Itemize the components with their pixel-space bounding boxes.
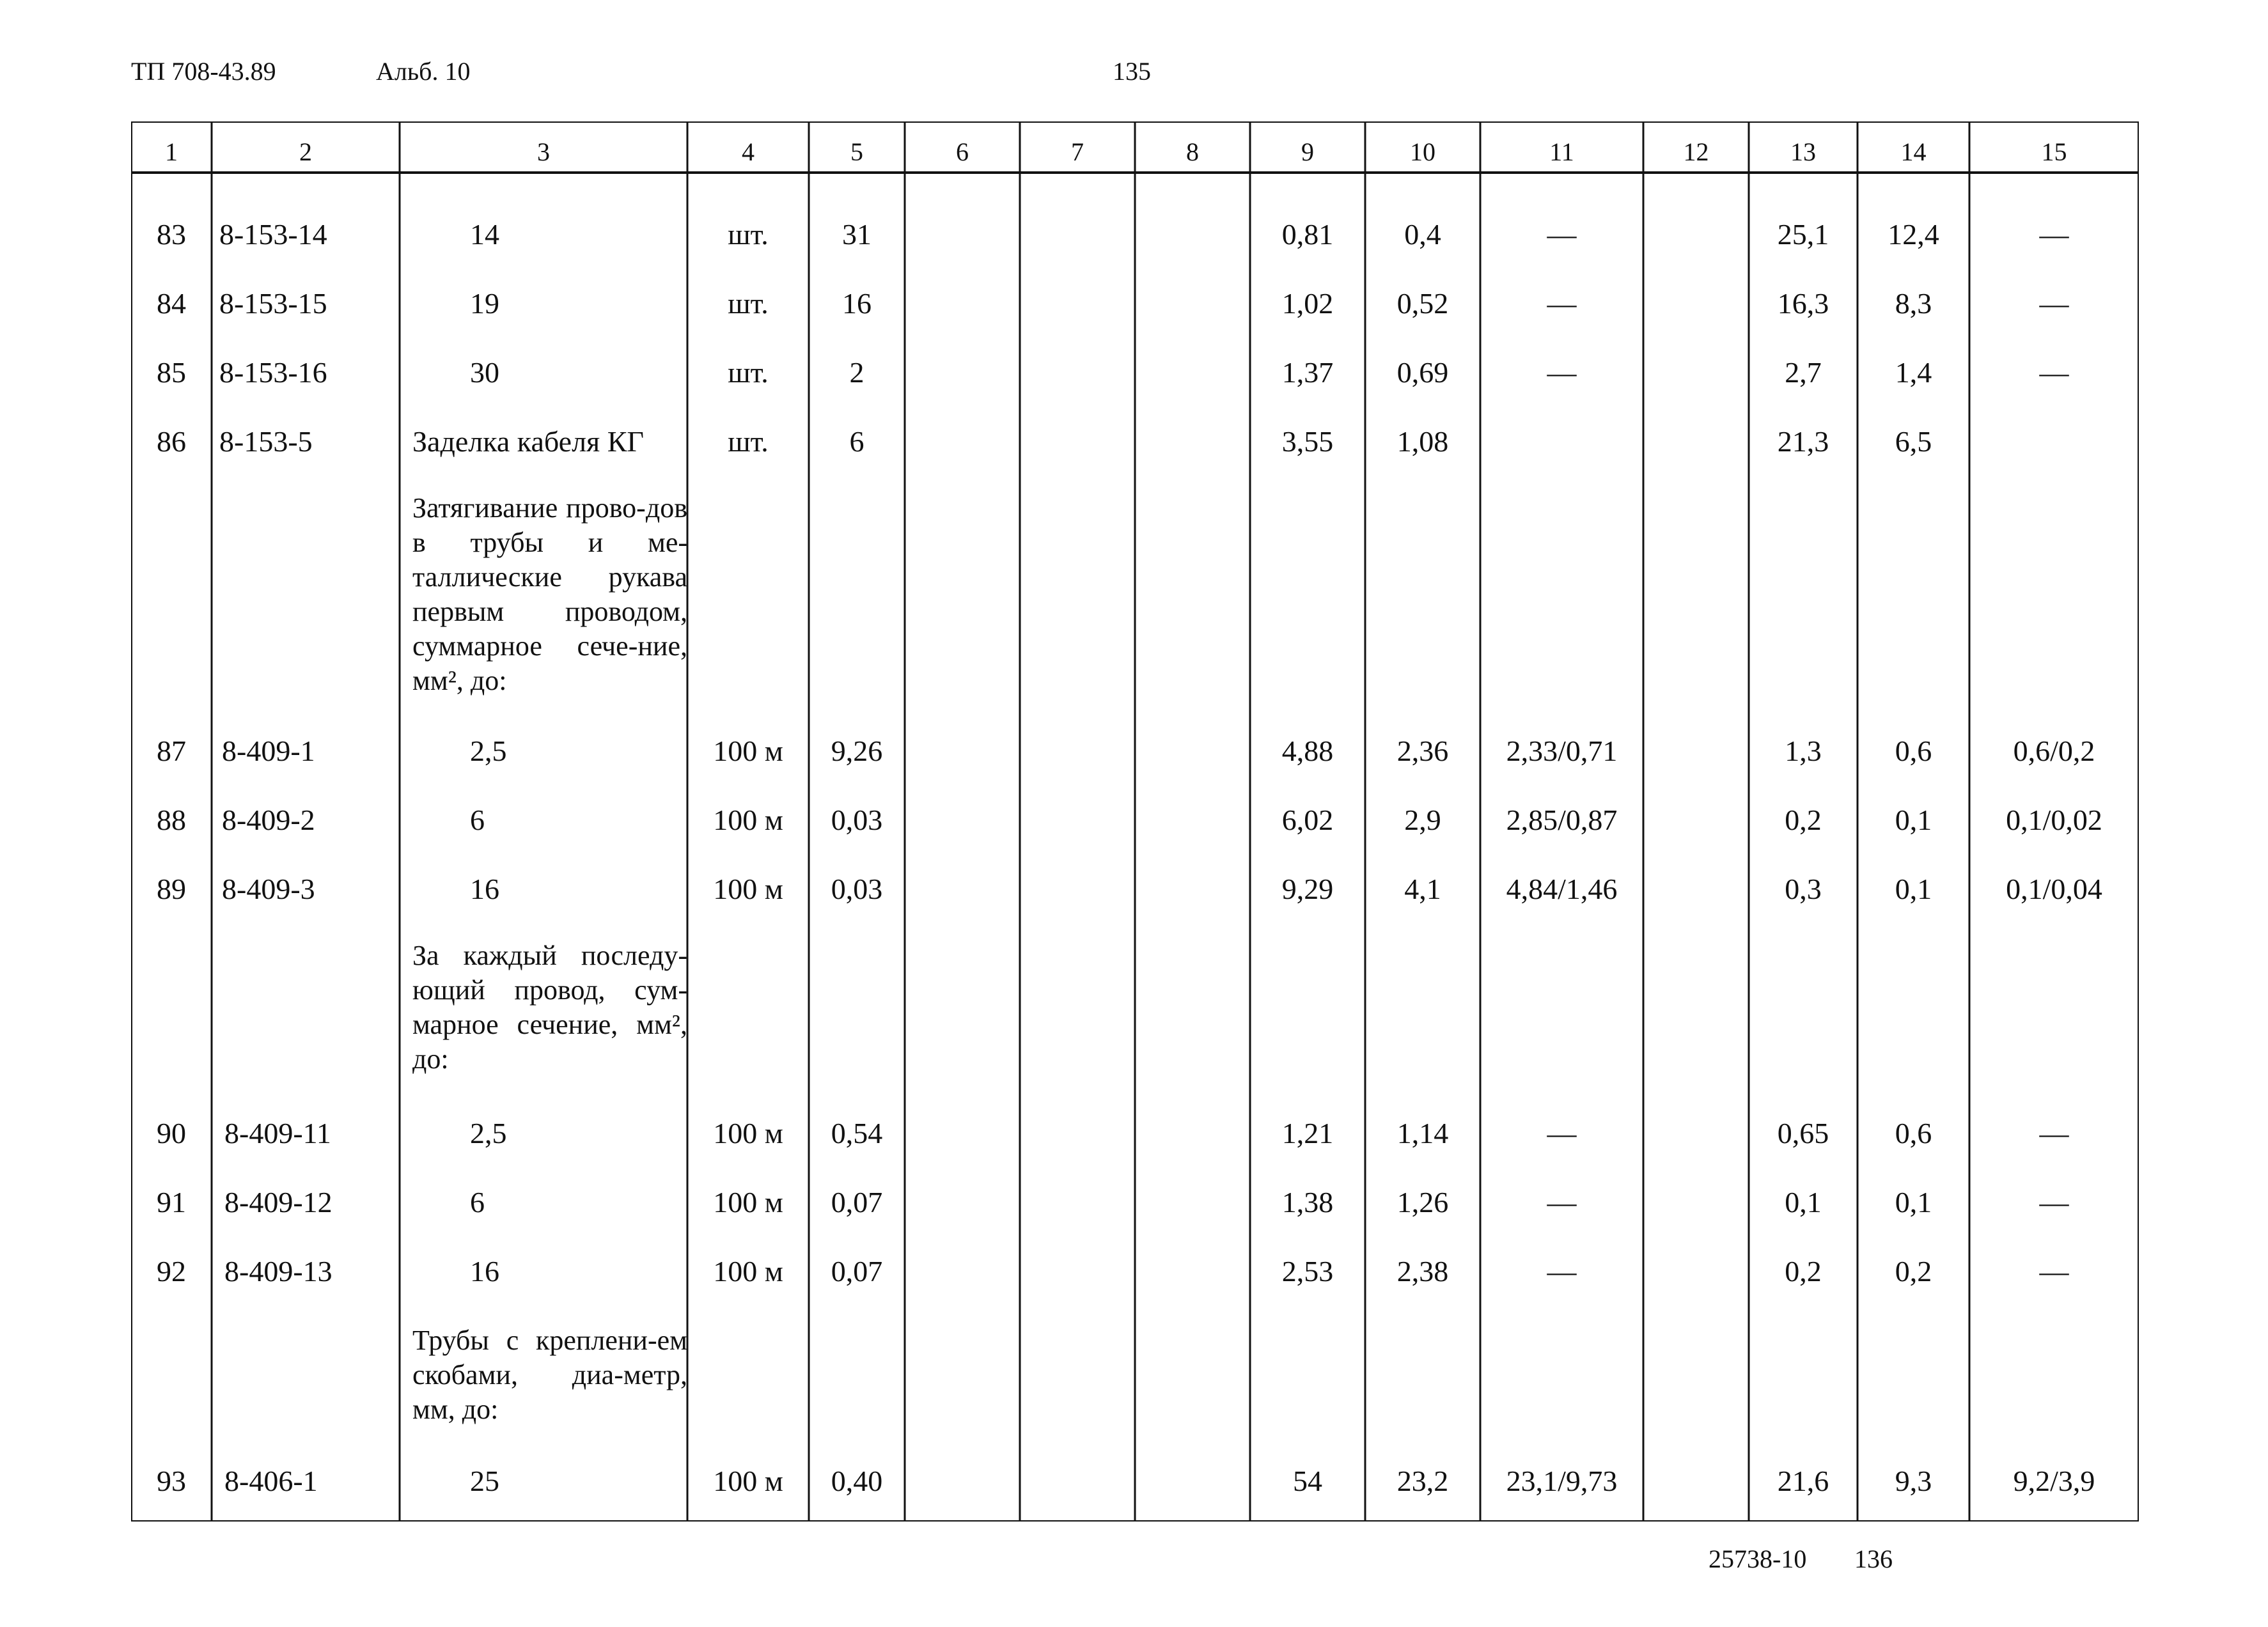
header-col-3: 3 xyxy=(537,137,550,166)
table-row-91-unit: 100 м xyxy=(713,1186,783,1218)
table-row-91-name: 6 xyxy=(470,1186,485,1218)
table-row-91-c14: 0,1 xyxy=(1895,1186,1932,1218)
table-row-86-c10: 1,08 xyxy=(1396,425,1449,458)
table-row-89-qty: 0,03 xyxy=(831,873,883,905)
table-row-88-unit: 100 м xyxy=(713,804,783,836)
table-row-87-c13: 1,3 xyxy=(1785,735,1822,767)
table-row-84-c14: 8,3 xyxy=(1895,287,1932,320)
header-col-8: 8 xyxy=(1186,137,1199,166)
header-col-5: 5 xyxy=(850,137,863,166)
table-row-92-unit: 100 м xyxy=(713,1255,783,1288)
table-row-92-c15: — xyxy=(2039,1255,2069,1288)
document-code: ТП 708-43.89 xyxy=(131,57,276,86)
table-row-84-c9: 1,02 xyxy=(1281,287,1334,320)
table-row-88-c13: 0,2 xyxy=(1785,804,1822,836)
table-row-91-code: 8-409-12 xyxy=(224,1186,332,1218)
table-row-86-name: Заделка кабеля КГ xyxy=(412,425,644,458)
album-label: Альб. 10 xyxy=(376,57,471,86)
table-row-90-c15: — xyxy=(2039,1117,2069,1149)
table-row-87-c10: 2,36 xyxy=(1396,735,1449,767)
table-row-93-code: 8-406-1 xyxy=(224,1465,318,1497)
table-row-84-qty: 16 xyxy=(842,287,872,320)
table-row-92-num: 92 xyxy=(157,1255,186,1288)
table-row-84-c13: 16,3 xyxy=(1777,287,1829,320)
table-row-87-c11: 2,33/0,71 xyxy=(1506,735,1618,767)
table-row-88-qty: 0,03 xyxy=(831,804,883,836)
table-row-91-c9: 1,38 xyxy=(1281,1186,1334,1218)
table-row-89-name: 16 xyxy=(470,873,499,905)
table-row-86-code: 8-153-5 xyxy=(219,425,313,458)
table-row-83-num: 83 xyxy=(157,218,186,251)
table-row-85-code: 8-153-16 xyxy=(219,356,327,389)
table-row-85-c14: 1,4 xyxy=(1895,356,1932,389)
table-row-87-num: 87 xyxy=(157,735,186,767)
table-row-84-num: 84 xyxy=(157,287,186,320)
table-row-93-c13: 21,6 xyxy=(1777,1465,1829,1497)
table-row-87-c14: 0,6 xyxy=(1895,735,1932,767)
table-row-88-num: 88 xyxy=(157,804,186,836)
table-row-86-c13: 21,3 xyxy=(1777,425,1829,458)
table-row-90-c11: — xyxy=(1547,1117,1577,1149)
table-row-90-c10: 1,14 xyxy=(1396,1117,1449,1149)
table-row-86-num: 86 xyxy=(157,425,186,458)
table-row-87-unit: 100 м xyxy=(713,735,783,767)
header-col-15: 15 xyxy=(2041,137,2067,166)
table-row-91-qty: 0,07 xyxy=(831,1186,883,1218)
table-row-91-c10: 1,26 xyxy=(1396,1186,1449,1218)
table-row-89-c14: 0,1 xyxy=(1895,873,1932,905)
table-row-83-c15: — xyxy=(2039,218,2069,251)
table-row-93-name: 25 xyxy=(470,1465,499,1497)
table-row-85-c15: — xyxy=(2039,356,2069,389)
header-col-11: 11 xyxy=(1549,137,1574,166)
table-row-87-c9: 4,88 xyxy=(1281,735,1334,767)
table-row-87-name: 2,5 xyxy=(470,735,507,767)
table-row-83-c9: 0,81 xyxy=(1281,218,1334,251)
table-row-84-name: 19 xyxy=(470,287,499,320)
table-row-93-c9: 54 xyxy=(1293,1465,1322,1497)
table-row-90-unit: 100 м xyxy=(713,1117,783,1149)
table-row-83-unit: шт. xyxy=(728,218,769,251)
page-number: 135 xyxy=(1113,57,1151,86)
table-row-89-c11: 4,84/1,46 xyxy=(1506,873,1618,905)
table-row-87-qty: 9,26 xyxy=(831,735,883,767)
table-row-84-unit: шт. xyxy=(728,287,769,320)
table-row-83-name: 14 xyxy=(470,218,499,251)
table-row-89-unit: 100 м xyxy=(713,873,783,905)
header-col-2: 2 xyxy=(299,137,312,166)
header-col-7: 7 xyxy=(1071,137,1084,166)
table-row-88-c11: 2,85/0,87 xyxy=(1506,804,1618,836)
footer-page-number: 136 xyxy=(1854,1545,1893,1573)
header-col-12: 12 xyxy=(1683,137,1709,166)
header-col-14: 14 xyxy=(1900,137,1927,166)
table-row-91-c11: — xyxy=(1547,1186,1577,1218)
table-row-86-unit: шт. xyxy=(728,425,769,458)
table-row-84-c10: 0,52 xyxy=(1396,287,1449,320)
table-row-92-name: 16 xyxy=(470,1255,499,1288)
table-row-84-code: 8-153-15 xyxy=(219,287,327,320)
estimate-table xyxy=(131,121,2139,1522)
footer-code: 25738-10 xyxy=(1709,1545,1807,1573)
table-row-86-qty: 6 xyxy=(849,425,864,458)
table-row-91-num: 91 xyxy=(157,1186,186,1218)
table-row-83-c11: — xyxy=(1547,218,1577,251)
table-row-92-code: 8-409-13 xyxy=(224,1255,332,1288)
table-row-88-name: 6 xyxy=(470,804,485,836)
table-row-91-c13: 0,1 xyxy=(1785,1186,1822,1218)
table-row-83-code: 8-153-14 xyxy=(219,218,327,251)
table-row-93-qty: 0,40 xyxy=(831,1465,883,1497)
table-row-90-code: 8-409-11 xyxy=(224,1117,331,1149)
table-row-85-num: 85 xyxy=(157,356,186,389)
table-row-87-c15: 0,6/0,2 xyxy=(2013,735,2095,767)
header-col-13: 13 xyxy=(1790,137,1816,166)
table-row-83-c13: 25,1 xyxy=(1777,218,1829,251)
table-row-85-unit: шт. xyxy=(728,356,769,389)
table-row-83-c10: 0,4 xyxy=(1404,218,1441,251)
table-row-93-c14: 9,3 xyxy=(1895,1465,1932,1497)
header-col-1: 1 xyxy=(165,137,178,166)
table-row-86-c9: 3,55 xyxy=(1281,425,1334,458)
table-row-92-c13: 0,2 xyxy=(1785,1255,1822,1288)
table-row-90-qty: 0,54 xyxy=(831,1117,883,1149)
table-row-90-num: 90 xyxy=(157,1117,186,1149)
table-row-85-name: 30 xyxy=(470,356,499,389)
section-heading-wires-first: Затягивание прово-дов в трубы и ме-таллические рукава первым проводом, суммарное сече-ние, мм², до: xyxy=(412,492,687,696)
header-col-4: 4 xyxy=(742,137,755,166)
table-row-89-code: 8-409-3 xyxy=(222,873,315,905)
table-row-85-c11: — xyxy=(1547,356,1577,389)
table-row-90-c9: 1,21 xyxy=(1281,1117,1334,1149)
table-row-85-c13: 2,7 xyxy=(1785,356,1822,389)
table-row-85-qty: 2 xyxy=(849,356,864,389)
table-row-85-c10: 0,69 xyxy=(1396,356,1449,389)
header-col-10: 10 xyxy=(1410,137,1435,166)
header-col-6: 6 xyxy=(956,137,969,166)
table-row-92-c11: — xyxy=(1547,1255,1577,1288)
table-row-89-c13: 0,3 xyxy=(1785,873,1822,905)
table-row-92-c10: 2,38 xyxy=(1396,1255,1449,1288)
table-row-83-c14: 12,4 xyxy=(1888,218,1939,251)
table-row-88-c10: 2,9 xyxy=(1404,804,1441,836)
table-row-93-unit: 100 м xyxy=(713,1465,783,1497)
table-row-86-c14: 6,5 xyxy=(1895,425,1932,458)
table-row-88-code: 8-409-2 xyxy=(222,804,315,836)
table-row-89-num: 89 xyxy=(157,873,186,905)
table-row-93-num: 93 xyxy=(157,1465,186,1497)
table-row-89-c9: 9,29 xyxy=(1281,873,1334,905)
table-row-89-c15: 0,1/0,04 xyxy=(2006,873,2102,905)
table-row-84-c15: — xyxy=(2039,287,2069,320)
table-row-92-c9: 2,53 xyxy=(1281,1255,1334,1288)
table-row-85-c9: 1,37 xyxy=(1281,356,1334,389)
section-heading-pipes: Трубы с креплени-ем скобами, диа-метр, мм, до: xyxy=(412,1325,687,1425)
table-row-87-code: 8-409-1 xyxy=(222,735,315,767)
table-row-93-c15: 9,2/3,9 xyxy=(2013,1465,2095,1497)
table-row-91-c15: — xyxy=(2039,1186,2069,1218)
table-row-93-c10: 23,2 xyxy=(1396,1465,1449,1497)
table-row-89-c10: 4,1 xyxy=(1404,873,1441,905)
table-row-90-name: 2,5 xyxy=(470,1117,507,1149)
table-row-88-c9: 6,02 xyxy=(1281,804,1334,836)
table-row-88-c14: 0,1 xyxy=(1895,804,1932,836)
table-row-84-c11: — xyxy=(1547,287,1577,320)
table-row-92-qty: 0,07 xyxy=(831,1255,883,1288)
table-row-83-qty: 31 xyxy=(842,218,872,251)
table-row-93-c11: 23,1/9,73 xyxy=(1506,1465,1618,1497)
table-row-90-c14: 0,6 xyxy=(1895,1117,1932,1149)
table-row-92-c14: 0,2 xyxy=(1895,1255,1932,1288)
header-col-9: 9 xyxy=(1301,137,1314,166)
table-row-90-c13: 0,65 xyxy=(1777,1117,1829,1149)
section-heading-wires-next: За каждый последу-ющий провод, сум-марное сечение, мм², до: xyxy=(412,940,687,1075)
table-row-88-c15: 0,1/0,02 xyxy=(2006,804,2102,836)
